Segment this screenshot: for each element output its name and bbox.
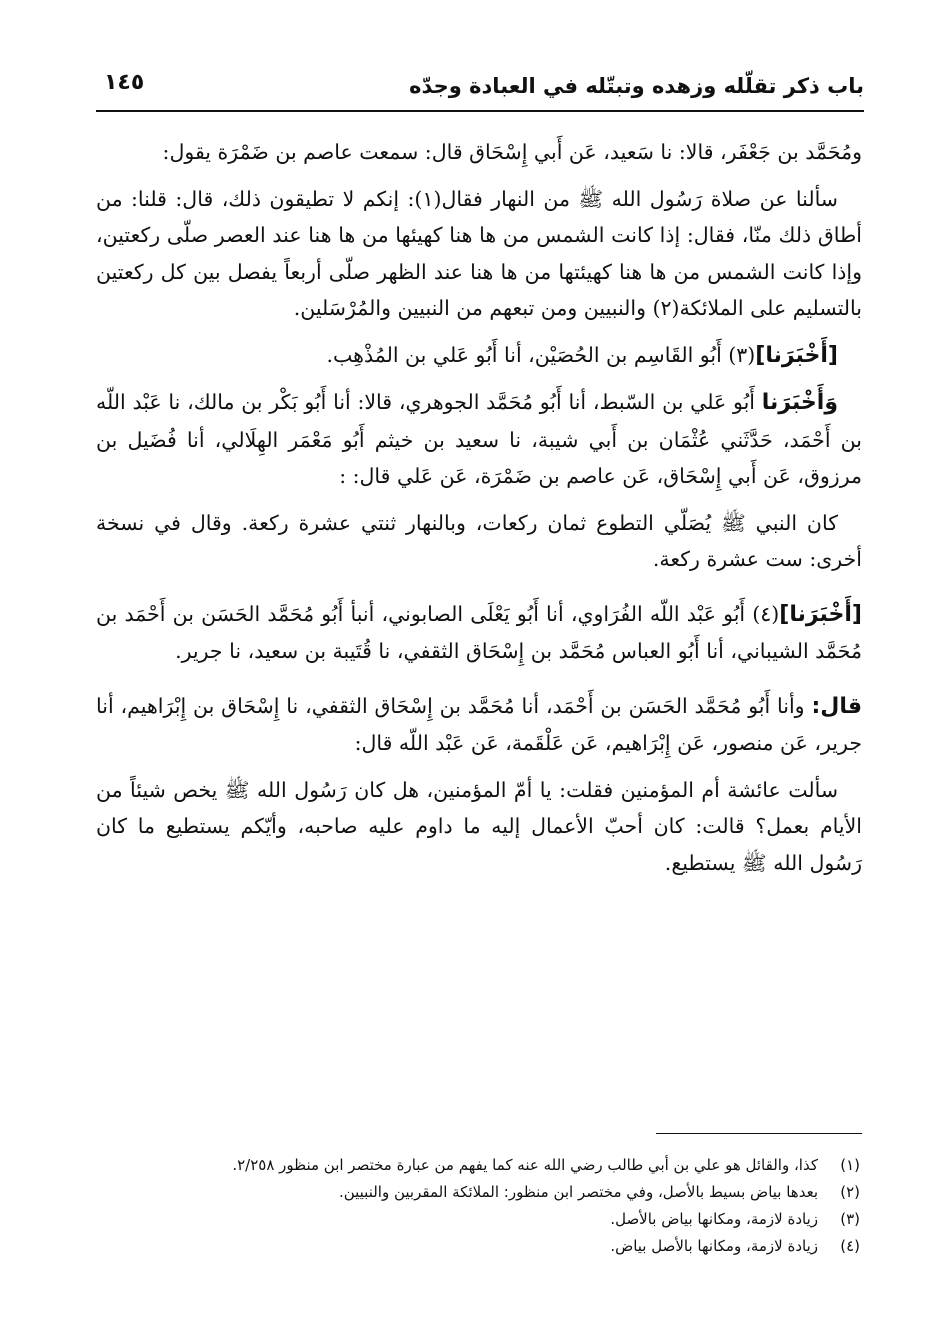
chapter-title: باب ذكر تقلّله وزهده وتبتّله في العبادة وجدّه [409, 74, 864, 98]
paragraph [96, 134, 862, 171]
paragraph-lead: [أَخْبَرَنا] [755, 342, 838, 368]
footnote-number: (٢) [840, 1183, 860, 1201]
footnote-number: (١) [840, 1156, 860, 1174]
footnote-divider [656, 1133, 862, 1134]
running-header [96, 60, 864, 112]
footnote-text: بعدها بياض بسيط بالأصل، وفي مختصر ابن منظور: الملائكة المقربين والنبيين. [338, 1183, 818, 1201]
paragraph-text: سألنا عن صلاة رَسُول الله ﷺ من النهار فقال(١): إنكم لا تطيقون ذلك، قال: قلنا: من أطاق ذلك منّا، فقال: إذا كانت الشمس من ها هنا كهيئها من ها هنا عند العصر صلّى ركعتين، وإذا كانت الشمس من ها هنا كهيئتها من ها هنا عند الظهر صلّى أربعاً يفصل بين كل ركعتين بالتسليم على الملائكة(٢) والنبيين ومن تبعهم من النبيين والمُرْسَلين. [96, 186, 862, 320]
page-number: ١٤٥ [104, 70, 145, 95]
main-text [96, 134, 862, 881]
footnote [96, 1206, 860, 1233]
footnote-number: (٣) [840, 1210, 860, 1228]
paragraph-text: وأنا أَبُو مُحَمَّد الحَسَن بن أَحْمَد، أنا مُحَمَّد بن إِسْحَاق الثقفي، نا إِسْحَاق بن إِبْرَاهيم، أنا جرير، عَن منصور، عَن إِبْرَاهيم، عَن عَلْقَمة، عَن عَبْد اللّه قال: [96, 693, 862, 755]
paragraph-lead: وَأَخْبَرَنا [761, 390, 838, 415]
paragraph [96, 337, 862, 375]
paragraph-text: سألت عائشة أم المؤمنين فقلت: يا أمّ المؤمنين، هل كان رَسُول الله ﷺ يخص شيئاً من الأيام بعمل؟ قالت: كان أحبّ الأعمال إليه ما داوم عليه صاحبه، وأيّكم يستطيع ما كان رَسُول الله ﷺ يستطيع. [96, 777, 862, 875]
footnote [96, 1152, 860, 1179]
paragraph-text: كان النبي ﷺ يُصَلّي التطوع ثمان ركعات، وبالنهار ثنتي عشرة ركعة. وقال في نسخة أخرى: ست عشرة ركعة. [96, 510, 862, 571]
paragraph-text: أَبُو عَلي بن السّبط، أنا أَبُو مُحَمَّد الجوهري، قالا: أنا أَبُو بَكْر بن مالك، نا عَبْد اللّه بن أَحْمَد، حَدَّثَني عُثْمَان بن أَبي شيبة، نا سعيد بن خيثم أَبُو مَعْمَر الهِلَالي، أنا فُضَيل بن مرزوق، عَن أَبي إِسْحَاق، عَن عاصم بن ضَمْرَة، عَن عَلي قال: : [96, 390, 862, 488]
footnote [96, 1179, 860, 1206]
paragraph [96, 384, 862, 495]
paragraph [96, 772, 862, 882]
paragraph [96, 596, 862, 670]
paragraph-lead: [أَخْبَرَنا] [779, 601, 862, 627]
paragraph-lead: قال: [811, 693, 862, 719]
footnote-text: زيادة لازمة، ومكانها بالأصل بياض. [610, 1237, 818, 1255]
footnotes [96, 1152, 860, 1260]
footnote-text: كذا، والقائل هو علي بن أبي طالب رضي الله عنه كما يفهم من عبارة مختصر ابن منظور ٢/٢٥٨. [232, 1156, 818, 1174]
paragraph [96, 181, 862, 327]
footnote-number: (٤) [840, 1237, 860, 1255]
footnote [96, 1233, 860, 1260]
paragraph [96, 688, 862, 762]
paragraph-text: (٤) أَبُو عَبْد اللّه الفُرَاوي، أنا أَبُو يَعْلَى الصابوني، أنبأ أَبُو مُحَمَّد الحَسَن بن أَحْمَد بن مُحَمَّد الشيباني، أنا أَبُو العباس مُحَمَّد بن إِسْحَاق الثقفي، نا قُتَيبة بن سعيد، نا جرير. [96, 601, 862, 663]
footnote-text: زيادة لازمة، ومكانها بياض بالأصل. [610, 1210, 818, 1228]
paragraph-text: (٣) أَبُو القَاسِم بن الحُصَيْن، أنا أَبُو عَلي بن المُذْهِب. [326, 342, 756, 367]
paragraph [96, 505, 862, 578]
paragraph-text: ومُحَمَّد بن جَعْفَر، قالا: نا سَعيد، عَن أَبي إِسْحَاق قال: سمعت عاصم بن ضَمْرَة يقول: [162, 140, 862, 164]
